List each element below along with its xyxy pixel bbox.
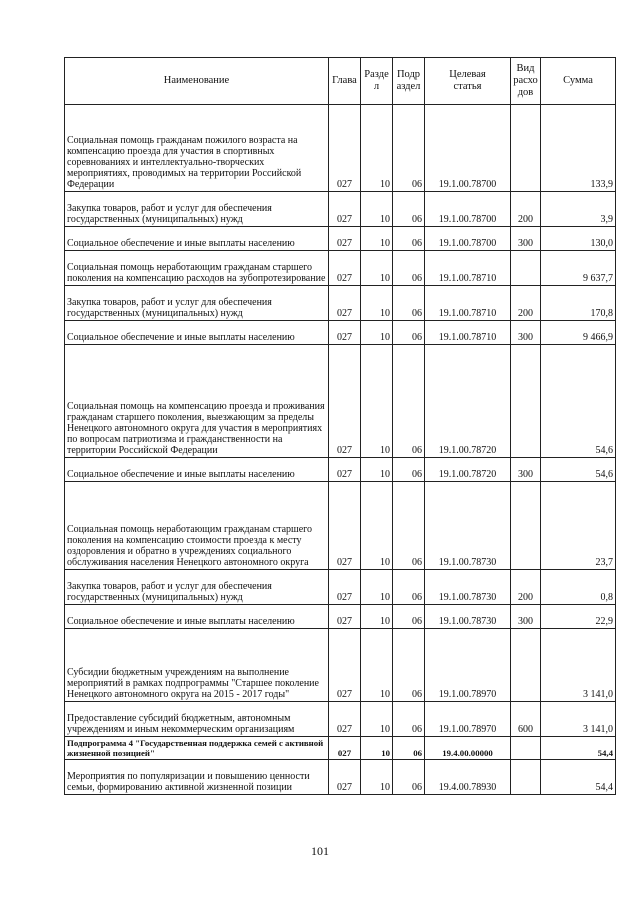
table-row <box>65 458 616 482</box>
cell-kind: 300 <box>511 605 541 629</box>
cell-kind: 300 <box>511 321 541 345</box>
cell-subsection: 06 <box>393 321 425 345</box>
cell-chapter: 027 <box>329 227 361 251</box>
cell-chapter: 027 <box>329 570 361 605</box>
cell-target: 19.1.00.78720 <box>425 458 511 482</box>
page-number: 101 <box>311 844 329 858</box>
cell-kind: 200 <box>511 286 541 321</box>
cell-name: Мероприятия по популяризации и повышению ценности семьи, формированию активной жизненной позиции <box>65 760 329 795</box>
table-row <box>65 251 616 286</box>
cell-chapter: 027 <box>329 760 361 795</box>
cell-section: 10 <box>361 286 393 321</box>
cell-kind <box>511 629 541 702</box>
cell-kind: 200 <box>511 192 541 227</box>
cell-target: 19.1.00.78730 <box>425 482 511 570</box>
cell-subsection: 06 <box>393 629 425 702</box>
table-row <box>65 286 616 321</box>
cell-chapter: 027 <box>329 286 361 321</box>
cell-subsection: 06 <box>393 570 425 605</box>
cell-section: 10 <box>361 570 393 605</box>
cell-target: 19.1.00.78700 <box>425 192 511 227</box>
cell-sum: 54,6 <box>541 345 616 458</box>
cell-kind <box>511 345 541 458</box>
cell-name: Субсидии бюджетным учреждениям на выполнение мероприятий в рамках подпрограммы "Старшее поколение Ненецкого автономного округа на 2015 - 2017 годы" <box>65 629 329 702</box>
cell-chapter: 027 <box>329 105 361 192</box>
cell-name: Закупка товаров, работ и услуг для обеспечения государственных (муниципальных) нужд <box>65 192 329 227</box>
table-row <box>65 345 616 458</box>
cell-target: 19.1.00.78700 <box>425 227 511 251</box>
cell-sum: 133,9 <box>541 105 616 192</box>
table-row <box>65 605 616 629</box>
table-row <box>65 192 616 227</box>
cell-subsection: 06 <box>393 482 425 570</box>
cell-name: Закупка товаров, работ и услуг для обеспечения государственных (муниципальных) нужд <box>65 570 329 605</box>
cell-subsection: 06 <box>393 105 425 192</box>
header-section: Разде л <box>361 58 393 105</box>
cell-kind <box>511 737 541 760</box>
cell-subsection: 06 <box>393 737 425 760</box>
header-sum: Сумма <box>541 58 616 105</box>
cell-sum: 54,4 <box>541 737 616 760</box>
cell-target: 19.1.00.78730 <box>425 605 511 629</box>
cell-kind: 300 <box>511 227 541 251</box>
cell-chapter: 027 <box>329 482 361 570</box>
cell-sum: 9 637,7 <box>541 251 616 286</box>
cell-name: Социальное обеспечение и иные выплаты населению <box>65 458 329 482</box>
cell-target: 19.4.00.78930 <box>425 760 511 795</box>
cell-target: 19.1.00.78710 <box>425 286 511 321</box>
cell-sum: 9 466,9 <box>541 321 616 345</box>
cell-chapter: 027 <box>329 629 361 702</box>
cell-kind <box>511 760 541 795</box>
cell-sum: 54,4 <box>541 760 616 795</box>
cell-target: 19.1.00.78710 <box>425 321 511 345</box>
header-kind: Вид расхо дов <box>511 58 541 105</box>
table-row <box>65 321 616 345</box>
cell-subsection: 06 <box>393 760 425 795</box>
table-header-row <box>65 58 616 105</box>
table-row <box>65 760 616 795</box>
cell-section: 10 <box>361 482 393 570</box>
cell-subsection: 06 <box>393 192 425 227</box>
cell-section: 10 <box>361 345 393 458</box>
cell-name: Социальное обеспечение и иные выплаты населению <box>65 227 329 251</box>
table-row <box>65 570 616 605</box>
cell-section: 10 <box>361 251 393 286</box>
cell-sum: 3 141,0 <box>541 629 616 702</box>
table-row <box>65 629 616 702</box>
cell-kind <box>511 482 541 570</box>
cell-name: Социальная помощь неработающим гражданам старшего поколения на компенсацию расходов на зубопротезирование <box>65 251 329 286</box>
cell-name: Социальная помощь на компенсацию проезда и проживания гражданам старшего поколения, выезжающим за пределы Ненецкого автономного округа для участия в мероприятиях по вопросам патриотизма и гражданственности на территории Российской Федерации <box>65 345 329 458</box>
table-row <box>65 227 616 251</box>
cell-section: 10 <box>361 605 393 629</box>
cell-section: 10 <box>361 737 393 760</box>
cell-target: 19.4.00.00000 <box>425 737 511 760</box>
cell-sum: 23,7 <box>541 482 616 570</box>
header-subsection: Подр аздел <box>393 58 425 105</box>
table-body <box>65 105 616 795</box>
cell-kind <box>511 105 541 192</box>
cell-target: 19.1.00.78970 <box>425 702 511 737</box>
cell-chapter: 027 <box>329 251 361 286</box>
cell-target: 19.1.00.78710 <box>425 251 511 286</box>
cell-subsection: 06 <box>393 286 425 321</box>
cell-target: 19.1.00.78700 <box>425 105 511 192</box>
table-row <box>65 737 616 760</box>
cell-sum: 170,8 <box>541 286 616 321</box>
cell-chapter: 027 <box>329 458 361 482</box>
cell-section: 10 <box>361 702 393 737</box>
table-row <box>65 482 616 570</box>
cell-subsection: 06 <box>393 345 425 458</box>
cell-kind <box>511 251 541 286</box>
cell-name: Закупка товаров, работ и услуг для обеспечения государственных (муниципальных) нужд <box>65 286 329 321</box>
cell-subsection: 06 <box>393 605 425 629</box>
table-row <box>65 702 616 737</box>
cell-name: Социальное обеспечение и иные выплаты населению <box>65 605 329 629</box>
cell-name: Социальное обеспечение и иные выплаты населению <box>65 321 329 345</box>
cell-section: 10 <box>361 321 393 345</box>
budget-table <box>64 57 616 795</box>
cell-subsection: 06 <box>393 227 425 251</box>
cell-kind: 300 <box>511 458 541 482</box>
cell-sum: 22,9 <box>541 605 616 629</box>
header-chapter: Глава <box>329 58 361 105</box>
cell-sum: 3 141,0 <box>541 702 616 737</box>
cell-section: 10 <box>361 629 393 702</box>
cell-kind: 200 <box>511 570 541 605</box>
cell-subsection: 06 <box>393 251 425 286</box>
cell-sum: 130,0 <box>541 227 616 251</box>
cell-sum: 54,6 <box>541 458 616 482</box>
cell-name: Подпрограмма 4 "Государственная поддержка семей с активной жизненной позицией" <box>65 737 329 760</box>
cell-name: Социальная помощь гражданам пожилого возраста на компенсацию проезда для участия в спортивных соревнованиях и интеллектуально-творческих мероприятиях, проводимых на территории Российской Федерации <box>65 105 329 192</box>
cell-name: Предоставление субсидий бюджетным, автономным учреждениям и иным некоммерческим организациям <box>65 702 329 737</box>
cell-section: 10 <box>361 458 393 482</box>
table-row <box>65 105 616 192</box>
cell-target: 19.1.00.78730 <box>425 570 511 605</box>
cell-chapter: 027 <box>329 345 361 458</box>
cell-name: Социальная помощь неработающим гражданам старшего поколения на компенсацию стоимости проезда к месту оздоровления и обратно в учреждениях социального обслуживания населения Ненецкого автономного округа <box>65 482 329 570</box>
cell-kind: 600 <box>511 702 541 737</box>
cell-chapter: 027 <box>329 737 361 760</box>
cell-section: 10 <box>361 760 393 795</box>
header-name: Наименование <box>65 58 329 105</box>
cell-subsection: 06 <box>393 702 425 737</box>
cell-sum: 0,8 <box>541 570 616 605</box>
cell-section: 10 <box>361 227 393 251</box>
cell-target: 19.1.00.78970 <box>425 629 511 702</box>
cell-target: 19.1.00.78720 <box>425 345 511 458</box>
cell-chapter: 027 <box>329 192 361 227</box>
header-target: Целевая статья <box>425 58 511 105</box>
cell-chapter: 027 <box>329 702 361 737</box>
cell-chapter: 027 <box>329 605 361 629</box>
cell-sum: 3,9 <box>541 192 616 227</box>
cell-chapter: 027 <box>329 321 361 345</box>
cell-section: 10 <box>361 192 393 227</box>
cell-section: 10 <box>361 105 393 192</box>
cell-subsection: 06 <box>393 458 425 482</box>
